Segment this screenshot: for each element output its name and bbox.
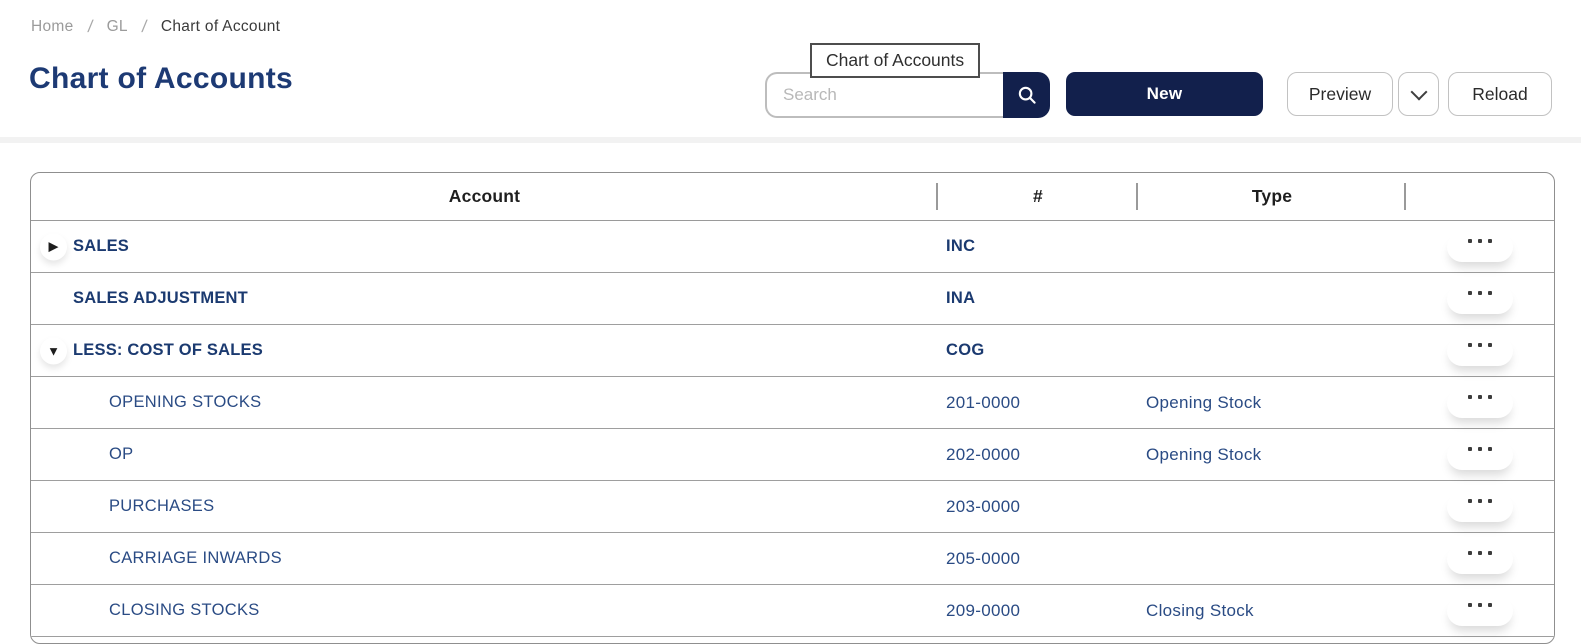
account-cell xyxy=(31,481,938,532)
ellipsis-icon xyxy=(1468,447,1492,451)
table-row[interactable] xyxy=(31,325,1554,377)
row-actions-button[interactable] xyxy=(1447,492,1513,522)
actions-cell xyxy=(1406,429,1554,480)
account-type xyxy=(1138,221,1406,272)
ellipsis-icon xyxy=(1468,239,1492,243)
account-number: 205-0000 xyxy=(946,548,1021,568)
ellipsis-icon xyxy=(1468,395,1492,399)
reload-button[interactable]: Reload xyxy=(1448,72,1552,116)
magnifier-icon xyxy=(1016,84,1038,106)
actions-cell xyxy=(1406,533,1554,584)
account-cell xyxy=(31,429,938,480)
table-body xyxy=(31,221,1554,637)
account-number: INA xyxy=(946,289,976,307)
account-number: 209-0000 xyxy=(946,600,1021,620)
breadcrumb-gl[interactable]: GL xyxy=(106,18,128,35)
account-number: 202-0000 xyxy=(946,444,1021,464)
account-type: Closing Stock xyxy=(1146,600,1254,620)
account-name[interactable]: PURCHASES xyxy=(109,497,215,515)
table-row[interactable] xyxy=(31,533,1554,585)
search-input[interactable] xyxy=(765,72,1003,118)
account-type: Opening Stock xyxy=(1146,444,1262,464)
breadcrumb-separator: / xyxy=(86,17,94,36)
account-name[interactable]: SALES ADJUSTMENT xyxy=(73,289,248,307)
row-actions-button[interactable] xyxy=(1447,388,1513,418)
breadcrumb-home[interactable]: Home xyxy=(31,18,74,35)
breadcrumb xyxy=(31,17,280,37)
ellipsis-icon xyxy=(1468,499,1492,503)
ellipsis-icon xyxy=(1468,603,1492,607)
accounts-table xyxy=(30,172,1555,644)
account-name[interactable]: OP xyxy=(109,445,134,463)
table-row[interactable] xyxy=(31,221,1554,273)
account-cell xyxy=(31,585,938,636)
search-group xyxy=(765,72,1050,118)
actions-cell xyxy=(1406,325,1554,376)
account-type: Opening Stock xyxy=(1146,392,1262,412)
expand-row-icon[interactable]: ▶ xyxy=(40,233,67,260)
account-cell xyxy=(31,273,938,324)
breadcrumb-current: Chart of Account xyxy=(160,18,281,35)
table-row[interactable] xyxy=(31,585,1554,637)
account-name[interactable]: CLOSING STOCKS xyxy=(109,601,260,619)
account-number: COG xyxy=(946,341,985,359)
account-number: INC xyxy=(946,237,976,255)
search-button[interactable] xyxy=(1003,72,1050,118)
preview-menu-button[interactable] xyxy=(1398,72,1439,116)
account-name[interactable]: OPENING STOCKS xyxy=(109,393,262,411)
account-cell xyxy=(31,533,938,584)
page-title: Chart of Accounts xyxy=(29,62,293,95)
preview-button[interactable]: Preview xyxy=(1287,72,1393,116)
collapse-row-icon[interactable]: ▼ xyxy=(40,337,67,364)
chevron-down-icon xyxy=(1410,83,1427,100)
row-actions-button[interactable] xyxy=(1447,544,1513,574)
table-header-row xyxy=(31,173,1554,221)
table-row[interactable] xyxy=(31,273,1554,325)
actions-cell xyxy=(1406,221,1554,272)
actions-cell xyxy=(1406,585,1554,636)
ellipsis-icon xyxy=(1468,343,1492,347)
account-name[interactable]: LESS: COST OF SALES xyxy=(73,341,263,359)
column-header-account: Account xyxy=(31,173,938,220)
account-type xyxy=(1138,325,1406,376)
row-actions-button[interactable] xyxy=(1447,596,1513,626)
account-type xyxy=(1138,273,1406,324)
account-number: 203-0000 xyxy=(946,496,1021,516)
account-name[interactable]: CARRIAGE INWARDS xyxy=(109,549,282,567)
column-header-number: # xyxy=(938,173,1138,220)
row-actions-button[interactable] xyxy=(1447,440,1513,470)
account-name[interactable]: SALES xyxy=(73,237,130,255)
actions-cell xyxy=(1406,273,1554,324)
column-header-actions xyxy=(1406,173,1554,220)
table-row[interactable] xyxy=(31,481,1554,533)
row-actions-button[interactable] xyxy=(1447,336,1513,366)
account-type xyxy=(1138,533,1406,584)
account-cell xyxy=(31,221,938,272)
account-cell xyxy=(31,325,938,376)
table-row[interactable] xyxy=(31,377,1554,429)
new-button[interactable]: New xyxy=(1066,72,1263,116)
ellipsis-icon xyxy=(1468,291,1492,295)
account-cell xyxy=(31,377,938,428)
breadcrumb-separator: / xyxy=(140,17,149,36)
row-actions-button[interactable] xyxy=(1447,284,1513,314)
account-number: 201-0000 xyxy=(946,392,1021,412)
actions-cell xyxy=(1406,481,1554,532)
header-divider-band xyxy=(0,137,1581,143)
account-type xyxy=(1138,481,1406,532)
actions-cell xyxy=(1406,377,1554,428)
ellipsis-icon xyxy=(1468,551,1492,555)
column-header-type: Type xyxy=(1138,173,1406,220)
row-actions-button[interactable] xyxy=(1447,232,1513,262)
table-row[interactable] xyxy=(31,429,1554,481)
search-tooltip: Chart of Accounts xyxy=(810,43,980,78)
